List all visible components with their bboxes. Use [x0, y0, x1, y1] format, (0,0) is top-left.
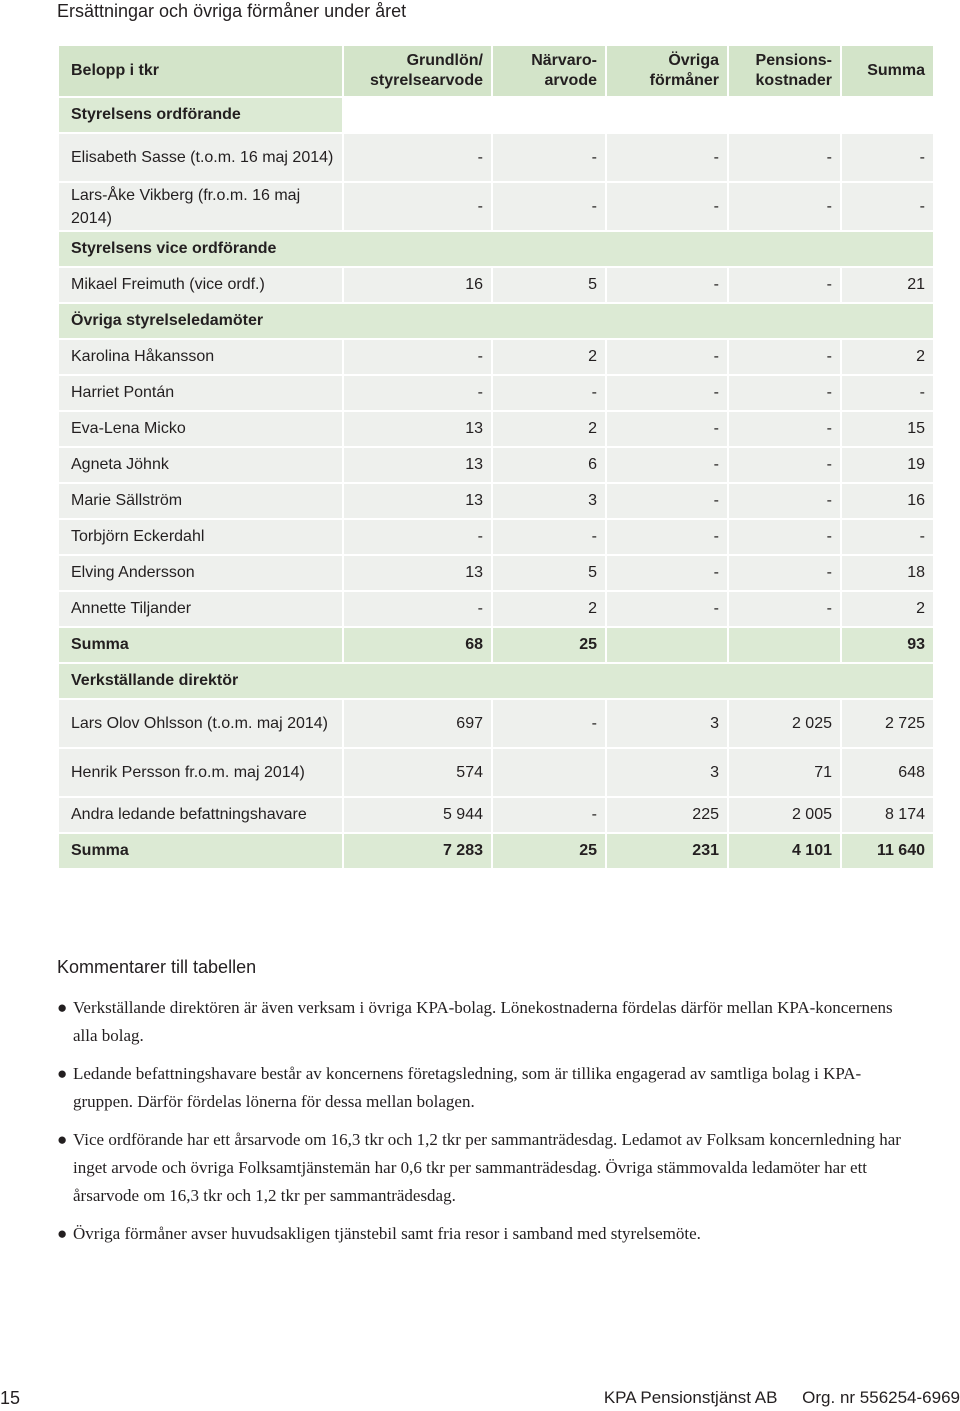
- cell: -: [728, 133, 841, 182]
- cell: -: [841, 375, 934, 411]
- row-name: Eva-Lena Micko: [58, 411, 343, 447]
- cell: 2: [841, 591, 934, 627]
- cell: -: [606, 411, 728, 447]
- cell: 21: [841, 267, 934, 303]
- header-amount: Belopp i tkr: [58, 45, 343, 97]
- sum-row-total: [58, 833, 934, 869]
- cell: -: [728, 182, 841, 231]
- comment-text: Övriga förmåner avser huvudsakligen tjänstebil samt fria resor i samband med styrelsemöte.: [73, 1224, 701, 1243]
- cell: -: [492, 699, 606, 748]
- bullet-icon: ●: [57, 1224, 68, 1243]
- cell: 3: [492, 483, 606, 519]
- row-name: Mikael Freimuth (vice ordf.): [58, 267, 343, 303]
- list-item: [57, 1060, 917, 1116]
- cell: -: [606, 591, 728, 627]
- cell: 697: [343, 699, 492, 748]
- cell: 68: [343, 627, 492, 663]
- cell: -: [841, 133, 934, 182]
- table-row: [58, 375, 934, 411]
- table-row: [58, 797, 934, 833]
- cell: -: [606, 447, 728, 483]
- cell: 71: [728, 748, 841, 797]
- cell: 18: [841, 555, 934, 591]
- cell: -: [492, 133, 606, 182]
- bullet-icon: ●: [57, 1064, 68, 1083]
- cell: -: [841, 519, 934, 555]
- table-row: [58, 519, 934, 555]
- row-name: Lars Olov Ohlsson (t.o.m. maj 2014): [58, 699, 343, 748]
- cell: -: [728, 555, 841, 591]
- bullet-icon: ●: [57, 1130, 68, 1149]
- cell: -: [728, 591, 841, 627]
- cell: -: [841, 182, 934, 231]
- header-salary: Grundlön/ styrelsearvode: [343, 45, 492, 97]
- row-name: Harriet Pontán: [58, 375, 343, 411]
- cell: 25: [492, 627, 606, 663]
- cell: 3: [606, 748, 728, 797]
- row-name: Lars-Åke Vikberg (fr.o.m. 16 maj 2014): [58, 182, 343, 231]
- section-label: Styrelsens vice ordförande: [58, 231, 934, 267]
- comments-title: Kommentarer till tabellen: [57, 957, 257, 977]
- row-name: Agneta Jöhnk: [58, 447, 343, 483]
- header-attendance: Närvaro- arvode: [492, 45, 606, 97]
- list-item: [57, 1220, 917, 1248]
- table-row: [58, 699, 934, 748]
- cell: 5: [492, 555, 606, 591]
- cell: 8 174: [841, 797, 934, 833]
- header-benefits: Övriga förmåner: [606, 45, 728, 97]
- cell: 2 005: [728, 797, 841, 833]
- table-row: [58, 339, 934, 375]
- row-name: Annette Tiljander: [58, 591, 343, 627]
- cell: 2 025: [728, 699, 841, 748]
- cell: -: [492, 182, 606, 231]
- footer-org: [584, 1388, 960, 1408]
- cell: -: [728, 519, 841, 555]
- section-label: Verkställande direktör: [58, 663, 934, 699]
- cell: 4 101: [728, 833, 841, 869]
- section-row-other-members: [58, 303, 934, 339]
- table-row: [58, 267, 934, 303]
- cell: 2 725: [841, 699, 934, 748]
- sum-label: Summa: [58, 627, 343, 663]
- table-row: [58, 555, 934, 591]
- cell: 2: [492, 591, 606, 627]
- cell: 7 283: [343, 833, 492, 869]
- cell: -: [606, 555, 728, 591]
- cell: -: [492, 797, 606, 833]
- table-row: [58, 591, 934, 627]
- table-row: [58, 182, 934, 231]
- section-row-chair: [58, 97, 934, 133]
- section-row-ceo: [58, 663, 934, 699]
- cell: 2: [492, 411, 606, 447]
- comment-text: Vice ordförande har ett årsarvode om 16,3 tkr och 1,2 tkr per sammanträdesdag. Ledamot av Folksam koncernledning har inget arvode och övriga Folksamtjänstemän har 0,6 tkr per sammanträdesdag. Övriga stämmovalda ledamöter har ett årsarvode om 16,3 tkr och 1,2 tkr per sammanträdesdag.: [73, 1130, 901, 1205]
- row-name: Torbjörn Eckerdahl: [58, 519, 343, 555]
- comment-text: Verkställande direktören är även verksam i övriga KPA-bolag. Lönekostnaderna fördelas därför mellan KPA-koncernens alla bolag.: [73, 998, 893, 1045]
- cell: 15: [841, 411, 934, 447]
- page-number: 15: [0, 1388, 21, 1408]
- cell: -: [606, 339, 728, 375]
- cell: -: [728, 447, 841, 483]
- table-header-row: [58, 45, 934, 97]
- cell: 13: [343, 447, 492, 483]
- header-pension: Pensions- kostnader: [728, 45, 841, 97]
- cell: -: [606, 519, 728, 555]
- cell: 19: [841, 447, 934, 483]
- cell: 13: [343, 411, 492, 447]
- cell: 11 640: [841, 833, 934, 869]
- cell: -: [343, 375, 492, 411]
- cell: 16: [841, 483, 934, 519]
- cell: 574: [343, 748, 492, 797]
- cell: 5 944: [343, 797, 492, 833]
- cell: 648: [841, 748, 934, 797]
- org-number: Org. nr 556254-6969: [802, 1388, 960, 1407]
- list-item: [57, 1126, 917, 1210]
- table-row: [58, 483, 934, 519]
- cell: [492, 748, 606, 797]
- cell: 93: [841, 627, 934, 663]
- comment-text: Ledande befattningshavare består av koncernens företagsledning, som är tillika engagerad av samtliga bolag i KPA-gruppen. Därför fördelas lönerna för dessa mellan bolagen.: [73, 1064, 862, 1111]
- row-name: Andra ledande befattningshavare: [58, 797, 343, 833]
- cell: -: [343, 182, 492, 231]
- cell: -: [728, 483, 841, 519]
- compensation-table: [57, 44, 935, 870]
- cell: 5: [492, 267, 606, 303]
- row-name: Karolina Håkansson: [58, 339, 343, 375]
- table-row: [58, 748, 934, 797]
- cell: -: [606, 182, 728, 231]
- table-row: [58, 411, 934, 447]
- cell: [606, 627, 728, 663]
- table-row: [58, 133, 934, 182]
- section-title: Ersättningar och övriga förmåner under året: [57, 1, 407, 21]
- header-total: Summa: [841, 45, 934, 97]
- cell: -: [728, 411, 841, 447]
- cell: 3: [606, 699, 728, 748]
- cell: 13: [343, 483, 492, 519]
- row-name: Marie Sällström: [58, 483, 343, 519]
- cell: [728, 627, 841, 663]
- cell: 2: [492, 339, 606, 375]
- cell: -: [343, 519, 492, 555]
- cell: 25: [492, 833, 606, 869]
- cell: -: [606, 375, 728, 411]
- cell: 6: [492, 447, 606, 483]
- cell: 16: [343, 267, 492, 303]
- company-name: KPA Pensionstjänst AB: [603, 1388, 778, 1407]
- cell: 231: [606, 833, 728, 869]
- row-name: Henrik Persson fr.o.m. maj 2014): [58, 748, 343, 797]
- cell: -: [606, 267, 728, 303]
- section-label: Övriga styrelseledamöter: [58, 303, 934, 339]
- cell: 13: [343, 555, 492, 591]
- section-label: Styrelsens ordförande: [58, 97, 343, 133]
- cell: -: [606, 483, 728, 519]
- row-name: Elisabeth Sasse (t.o.m. 16 maj 2014): [58, 133, 343, 182]
- sum-label: Summa: [58, 833, 343, 869]
- cell: -: [606, 133, 728, 182]
- list-item: [57, 994, 917, 1050]
- comments-list: [57, 994, 917, 1258]
- table-row: [58, 447, 934, 483]
- bullet-icon: ●: [57, 998, 68, 1017]
- sum-row-board: [58, 627, 934, 663]
- cell: -: [343, 591, 492, 627]
- cell: -: [728, 339, 841, 375]
- cell: -: [343, 339, 492, 375]
- cell: -: [492, 375, 606, 411]
- cell: -: [492, 519, 606, 555]
- cell: 225: [606, 797, 728, 833]
- row-name: Elving Andersson: [58, 555, 343, 591]
- cell: -: [728, 267, 841, 303]
- cell: 2: [841, 339, 934, 375]
- cell: -: [343, 133, 492, 182]
- section-row-vice-chair: [58, 231, 934, 267]
- cell: -: [728, 375, 841, 411]
